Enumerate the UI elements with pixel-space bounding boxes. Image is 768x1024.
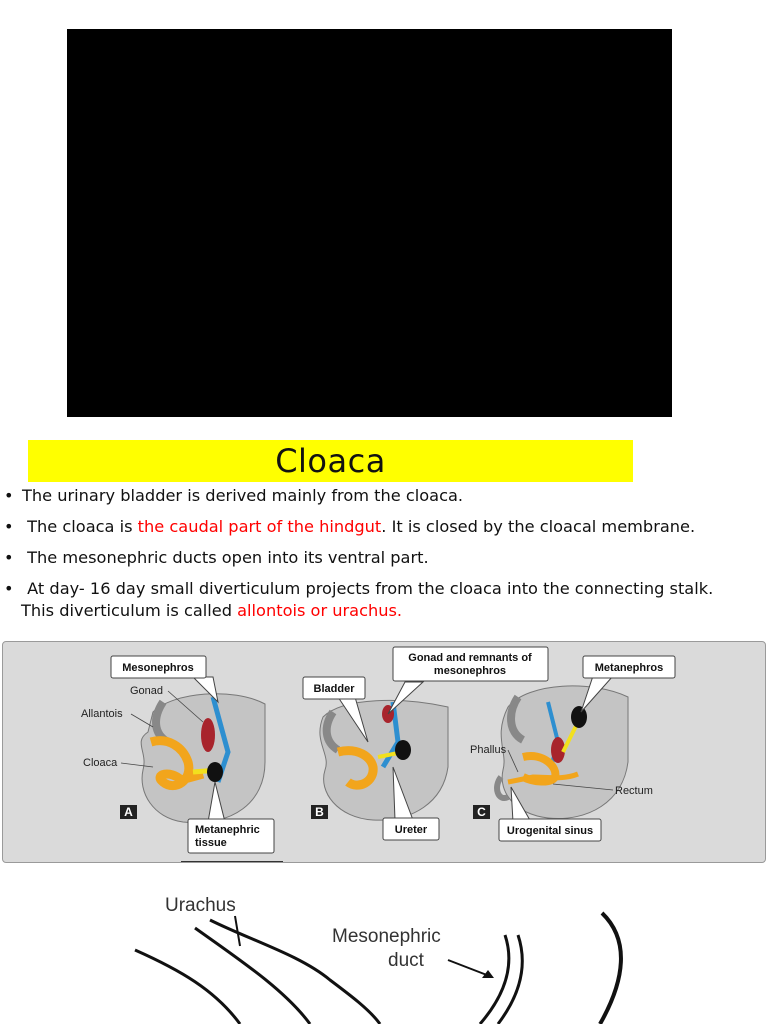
- bullet-4: • At day- 16 day small diverticulum projects from the cloaca into the connecting stalk.: [4, 579, 714, 598]
- callout-bladder: Bladder: [313, 683, 355, 695]
- panel-a-letter: A: [124, 805, 133, 819]
- panel-c-embryo: [470, 656, 675, 841]
- sketch-label-duct: duct: [388, 950, 424, 971]
- highlight-hindgut: the caudal part of the hindgut: [137, 517, 382, 536]
- bullet-1: • The urinary bladder is derived mainly from the cloaca.: [4, 486, 464, 505]
- label-allantois: Allantois: [81, 708, 123, 720]
- callout-mesonephros: Mesonephros: [122, 662, 194, 674]
- bullet-dot: •: [4, 486, 14, 505]
- figure-drawing: [3, 642, 765, 862]
- label-phallus: Phallus: [470, 744, 507, 756]
- sketch-label-urachus: Urachus: [165, 895, 236, 916]
- highlight-allantois: allontois or urachus.: [237, 601, 403, 620]
- bullet-dot: •: [4, 548, 14, 567]
- bullet-3: • The mesonephric ducts open into its ventral part.: [4, 548, 429, 567]
- callout-metanephric-tissue: tissue: [195, 837, 227, 849]
- label-cloaca: Cloaca: [83, 757, 118, 769]
- sketch-label-mesonephric: Mesonephric: [332, 926, 441, 947]
- panel-c-letter: C: [477, 805, 486, 819]
- callout-metanephros: Metanephros: [594, 662, 664, 674]
- video-placeholder[interactable]: [67, 29, 672, 417]
- callout-ureter: Ureter: [394, 824, 428, 836]
- bullet-dot: •: [4, 517, 14, 536]
- panel-a-embryo: [81, 656, 274, 853]
- embryology-figure: [2, 641, 766, 863]
- divider-line: [181, 861, 283, 862]
- label-rectum: Rectum: [615, 785, 653, 797]
- callout-urogenital-sinus: Urogenital sinus: [506, 825, 594, 837]
- callout-gonad-remnants-mesonephros: mesonephros: [433, 665, 507, 677]
- urachus-sketch: [0, 880, 768, 1024]
- callout-gonad-remnants: Gonad and remnants of: [408, 652, 532, 664]
- title-bar: [28, 440, 633, 482]
- bullet-4-line-2: This diverticulum is called allontois or urachus.: [21, 601, 403, 620]
- panel-b-letter: B: [315, 805, 324, 819]
- label-gonad: Gonad: [130, 685, 164, 697]
- callout-metanephric: Metanephric: [195, 824, 260, 836]
- bullet-2: • The cloaca is the caudal part of the hindgut. It is closed by the cloacal membrane.: [4, 517, 696, 536]
- bullet-dot: •: [4, 579, 14, 598]
- slide-title: Cloaca: [275, 442, 386, 480]
